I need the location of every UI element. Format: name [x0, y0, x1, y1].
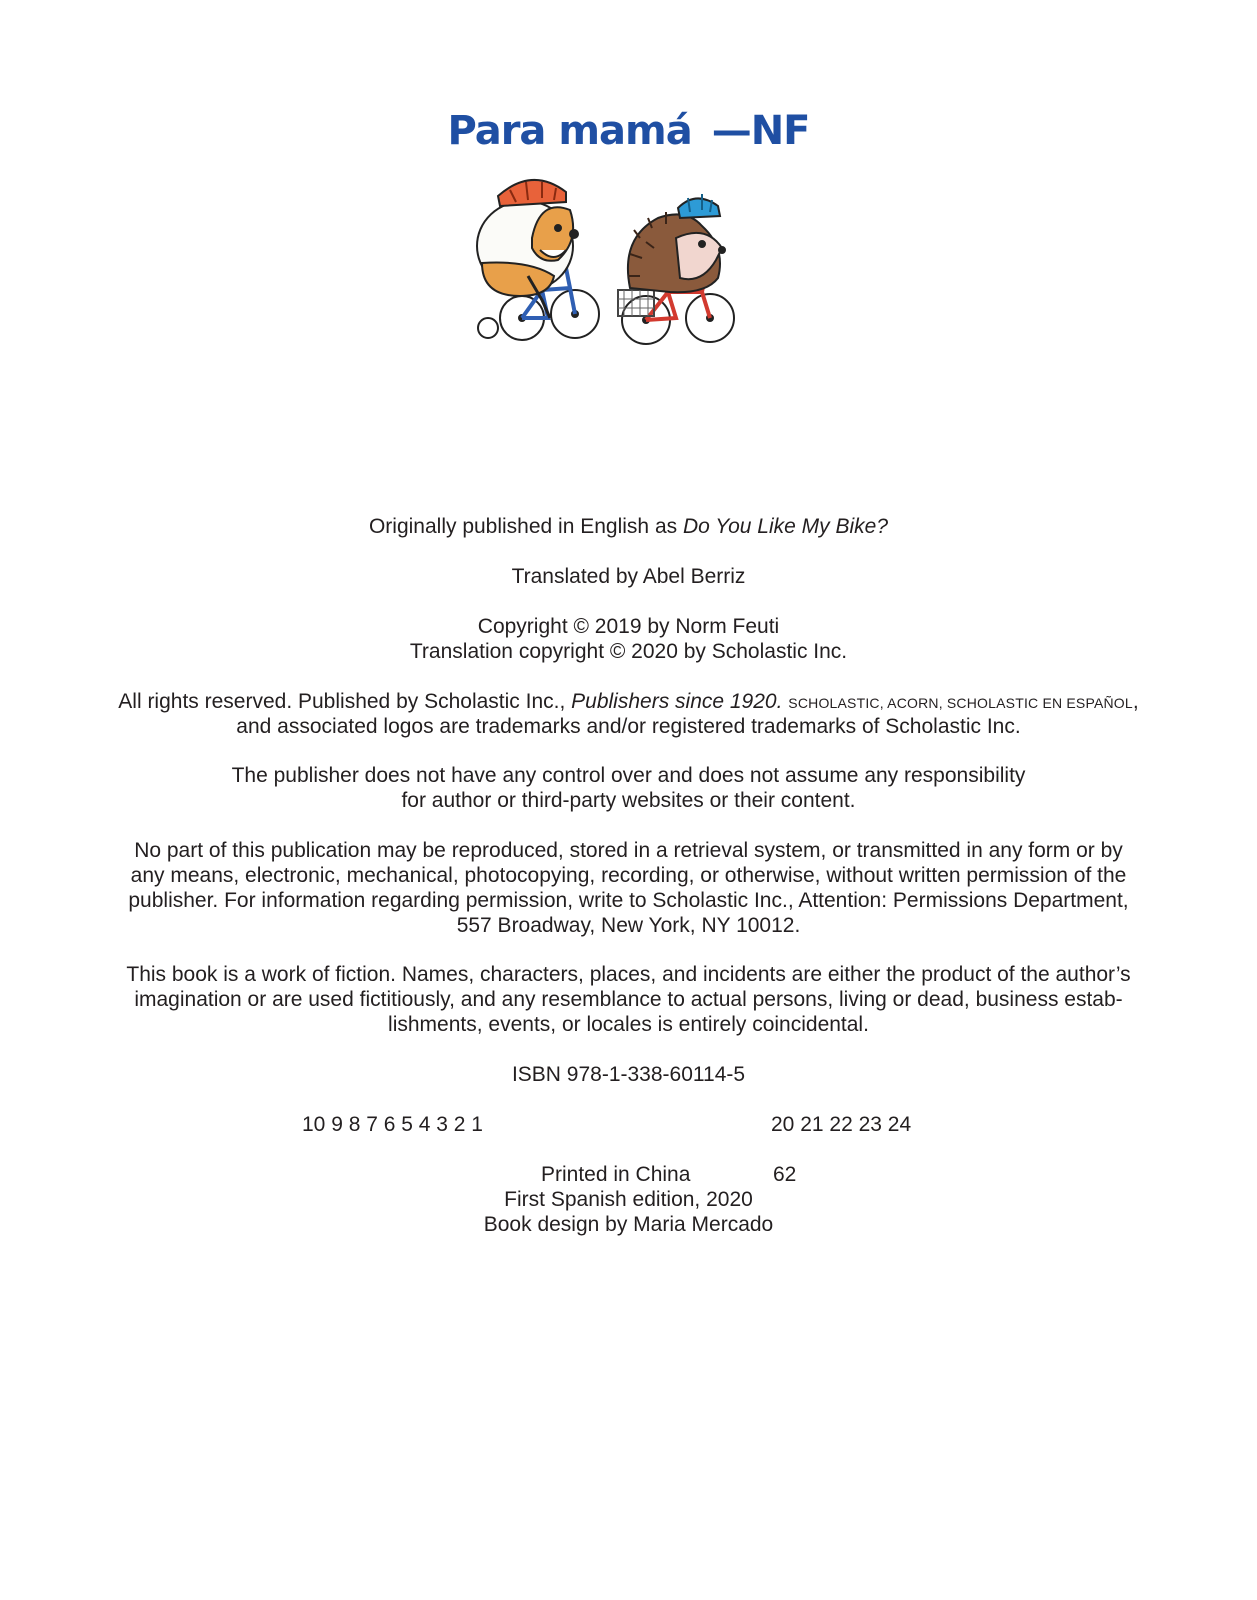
publisher-line-2: for author or third-party websites or their content.: [401, 789, 856, 812]
rights-trademarks: SCHOLASTIC, ACORN, SCHOLASTIC EN ESPAÑOL: [788, 695, 1133, 711]
printing-numbers: 10 9 8 7 6 5 4 3 2 1: [302, 1113, 483, 1136]
no-part-line-1: No part of this publication may be reproduced, stored in a retrieval system, or transmitted in any form or by: [134, 839, 1123, 862]
dedication-signature: —NF: [711, 108, 810, 154]
fiction-line-3: lishments, events, or locales is entirely coincidental.: [388, 1013, 869, 1036]
dedication-text: Para mamá: [447, 108, 692, 154]
rights-prefix: All rights reserved. Published by Scholastic Inc.,: [118, 690, 572, 713]
no-part-line-3: publisher. For information regarding permission, write to Scholastic Inc., Attention: Permissions Department,: [128, 889, 1129, 912]
hedgehog-icon: [628, 194, 725, 292]
fiction-line-1: This book is a work of fiction. Names, characters, places, and incidents are either the product of the author’s: [126, 963, 1131, 986]
guinea-pig-and-hedgehog-on-bikes-illustration: [470, 168, 750, 354]
printing-years: 20 21 22 23 24: [771, 1113, 912, 1136]
rights-italic: Publishers since 1920.: [571, 690, 783, 713]
publisher-line-1: The publisher does not have any control over and does not assume any responsibility: [231, 764, 1026, 787]
isbn: ISBN 978-1-338-60114-5: [511, 1063, 746, 1086]
book-design: Book design by Maria Mercado: [483, 1213, 774, 1236]
fiction-line-2: imagination or are used fictitiously, and any resemblance to actual persons, living or dead, business estab-: [134, 988, 1123, 1011]
original-prefix: Originally published in English as: [368, 515, 683, 538]
rights-line-1: [0, 689, 1257, 716]
rights-line-2: and associated logos are trademarks and/or registered trademarks of Scholastic Inc.: [236, 715, 1021, 738]
original-title-line: [0, 514, 1257, 539]
original-title: Do You Like My Bike?: [682, 515, 889, 538]
translated-by-line: Translated by Abel Berriz: [511, 565, 746, 588]
printed-in: Printed in China: [541, 1163, 691, 1186]
translation-copyright-line: Translation copyright © 2020 by Scholastic Inc.: [409, 640, 848, 663]
rights-comma: ,: [1132, 690, 1139, 713]
first-edition: First Spanish edition, 2020: [504, 1188, 753, 1211]
printed-code: 62: [773, 1163, 797, 1186]
no-part-line-2: any means, electronic, mechanical, photocopying, recording, or otherwise, without written permission of the: [130, 864, 1127, 887]
copyright-line: Copyright © 2019 by Norm Feuti: [477, 615, 780, 638]
no-part-line-4: 557 Broadway, New York, NY 10012.: [456, 914, 801, 937]
dedication-title: [0, 108, 1257, 154]
